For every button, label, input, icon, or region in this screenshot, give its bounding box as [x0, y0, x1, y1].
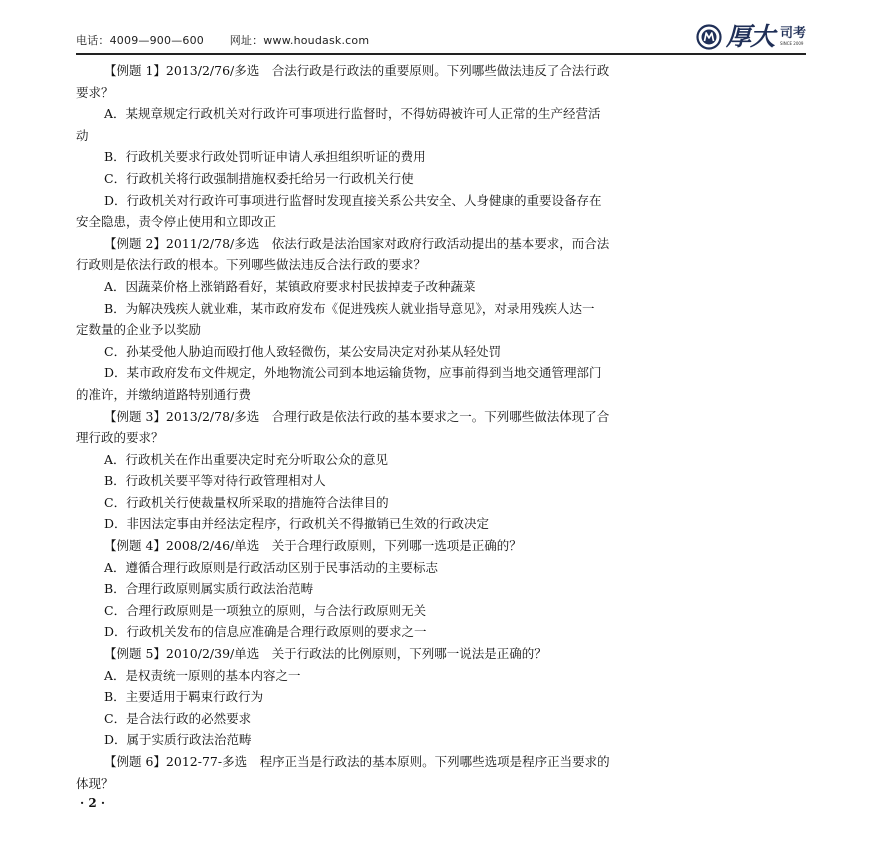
header-phone: 电话：4009—900—600 [76, 34, 204, 47]
logo-small-text: SINCE 2009 [779, 41, 804, 46]
text-line: C．行政机关将行政强制措施权委托给另一行政机关行使 [104, 170, 414, 186]
question-heading: 【例题 1】2013/2/76/多选 合法行政是行政法的重要原则。下列哪些做法违反了合法行政 [104, 63, 610, 78]
text-line: A．遵循合理行政原则是行政活动区别于民事活动的主要标志 [104, 559, 439, 575]
text-line: B．合理行政原则属实质行政法治范畴 [104, 581, 314, 597]
text-line: 理行政的要求？ [76, 430, 164, 446]
question-heading: 【例题 3】2013/2/78/多选 合理行政是依法行政的基本要求之一。下列哪些做法体现了合 [104, 408, 610, 424]
question-heading: 【例题 2】2011/2/78/多选 依法行政是法治国家对政府行政活动提出的基本要求，而合法 [104, 235, 610, 251]
text-line: 定数量的企业予以奖励 [76, 322, 202, 338]
text-line: B．主要适用于羁束行政行为 [104, 689, 264, 705]
text-line: B．行政机关要求行政处罚听证申请人承担组织听证的费用 [104, 149, 426, 165]
header-contact [76, 32, 391, 48]
document-body [76, 60, 800, 794]
text-line: B．行政机关要平等对待行政管理相对人 [104, 473, 326, 489]
text-line: 体现？ [76, 775, 114, 791]
text-line: A．因蔬菜价格上涨销路看好，某镇政府要求村民拔掉麦子改种蔬菜 [104, 278, 476, 294]
text-line: D．某市政府发布文件规定，外地物流公司到本地运输货物，应事前得到当地交通管理部门 [104, 365, 602, 381]
logo-text: 厚大 [725, 22, 774, 51]
page-number: · 2 · [80, 796, 106, 810]
text-line: D．行政机关对行政许可事项进行监督时发现直接关系公共安全、人身健康的重要设备存在 [104, 192, 602, 208]
header-website: 网址：www.houdask.com [229, 34, 370, 47]
text-line: A．某规章规定行政机关对行政许可事项进行监督时，不得妨碍被许可人正常的生产经营活 [104, 106, 601, 122]
text-line: 动 [76, 127, 89, 143]
logo-subtitle-block [780, 27, 806, 47]
text-line: D．行政机关发布的信息应准确是合理行政原则的要求之一 [104, 624, 427, 640]
text-line: C．孙某受他人胁迫而殴打他人致轻微伤，某公安局决定对孙某从轻处罚 [104, 343, 502, 359]
text-line: C．合理行政原则是一项独立的原则，与合法行政原则无关 [104, 602, 427, 618]
text-line: A．是权责统一原则的基本内容之一 [104, 667, 301, 683]
text-line: A．行政机关在作出重要决定时充分听取公众的意见 [104, 451, 389, 467]
page-header [76, 22, 806, 54]
brand-logo [696, 22, 806, 52]
text-line: D．属于实质行政法治范畴 [104, 732, 252, 748]
text-line: C．行政机关行使裁量权所采取的措施符合法律目的 [104, 494, 389, 510]
question-heading: 【例题 4】2008/2/46/单选 关于合理行政原则，下列哪一选项是正确的？ [104, 538, 522, 554]
question-heading: 【例题 6】2012-77-多选 程序正当是行政法的基本原则。下列哪些选项是程序正当要求的 [104, 754, 610, 769]
text-line: D．非因法定事由并经法定程序，行政机关不得撤销已生效的行政决定 [104, 516, 490, 532]
logo-subtitle: 司考 [779, 26, 806, 41]
text-line: 的准许，并缴纳道路特别通行费 [76, 386, 252, 402]
text-line: B．为解决残疾人就业难，某市政府发布《促进残疾人就业指导意见》，对录用残疾人达一 [104, 300, 595, 316]
question-heading: 【例题 5】2010/2/39/单选 关于行政法的比例原则，下列哪一说法是正确的？ [104, 646, 547, 662]
header-divider [76, 53, 806, 55]
text-line: 安全隐患，责令停止使用和立即改正 [76, 214, 277, 230]
text-line: 要求？ [76, 84, 114, 100]
houda-logo-icon [696, 24, 722, 50]
text-line: C．是合法行政的必然要求 [104, 710, 252, 726]
text-line: 行政则是依法行政的根本。下列哪些做法违反合法行政的要求？ [76, 257, 427, 273]
